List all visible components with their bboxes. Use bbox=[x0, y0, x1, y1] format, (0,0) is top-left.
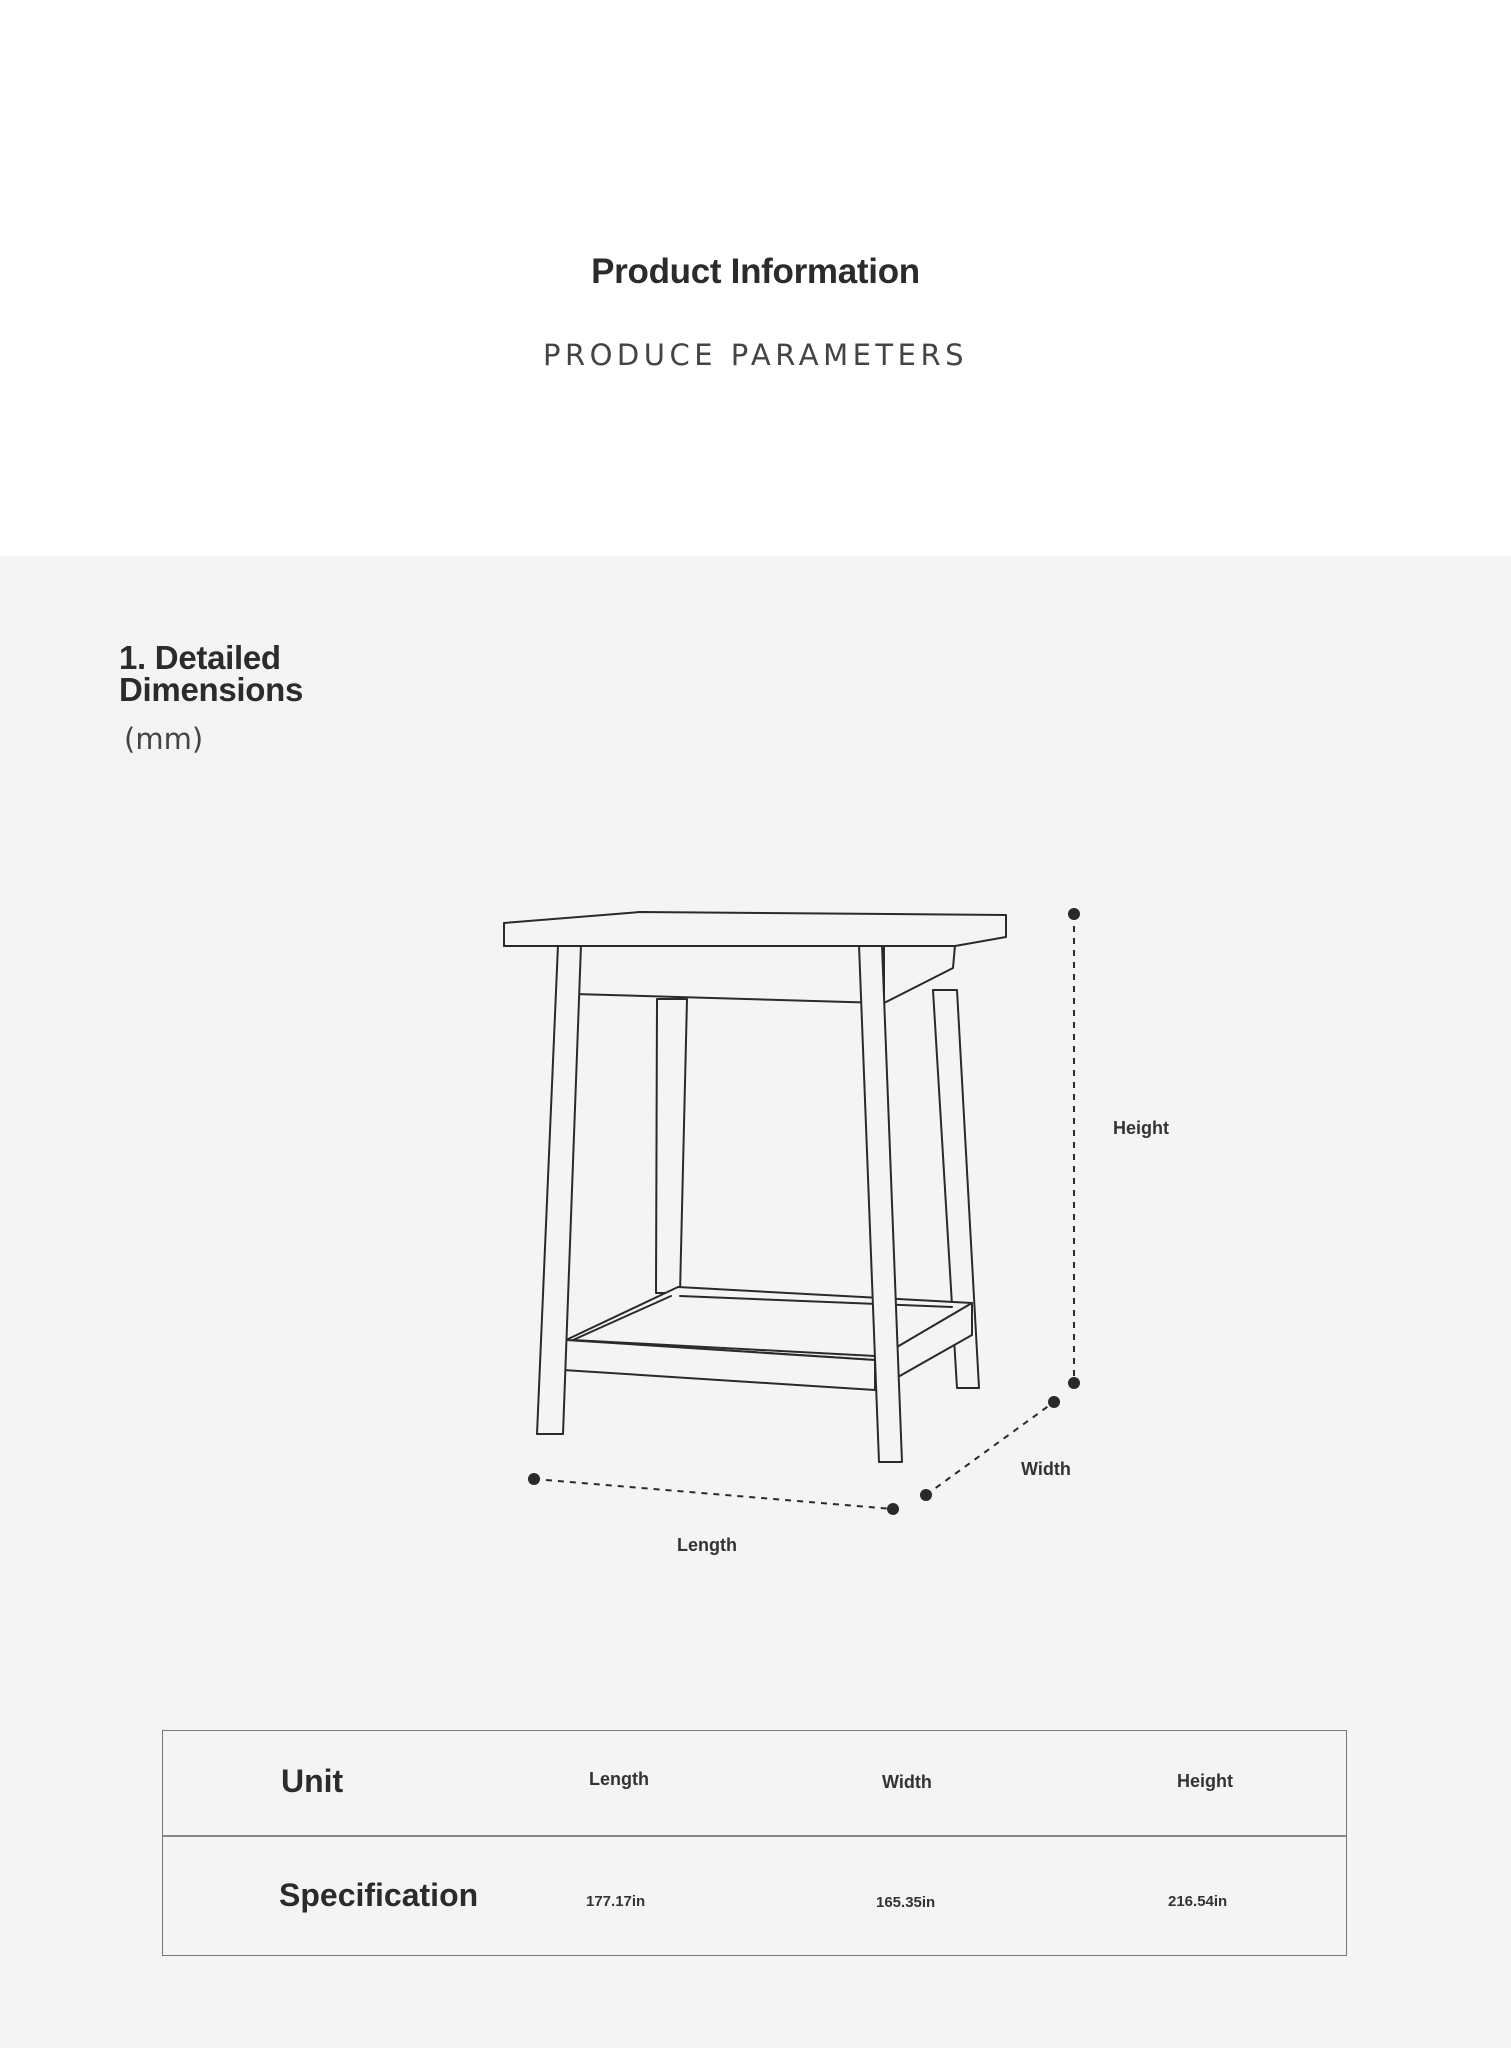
length-left-dot bbox=[528, 1473, 540, 1485]
length-right-dot bbox=[887, 1503, 899, 1515]
table-top bbox=[504, 912, 1006, 946]
width-header: Width bbox=[882, 1772, 932, 1792]
front-apron bbox=[574, 945, 884, 1003]
length-header: Length bbox=[589, 1769, 649, 1789]
page-title: Product Information bbox=[591, 252, 920, 291]
width-label: Width bbox=[1021, 1459, 1071, 1479]
table-divider bbox=[163, 1835, 1346, 1837]
height-bottom-dot bbox=[1068, 1377, 1080, 1389]
spec-table bbox=[162, 1730, 1347, 1956]
spec-row-label: Specification bbox=[279, 1877, 479, 1913]
height-header: Height bbox=[1177, 1771, 1233, 1791]
length-value: 177.17in bbox=[586, 1893, 646, 1910]
back-left-leg bbox=[656, 999, 687, 1293]
width-top-dot bbox=[1048, 1396, 1060, 1408]
length-label: Length bbox=[677, 1535, 737, 1555]
height-value: 216.54in bbox=[1168, 1893, 1228, 1910]
height-top-dot bbox=[1068, 908, 1080, 920]
width-dimension-line bbox=[926, 1402, 1054, 1495]
section-title: 1. Detailed Dimensions bbox=[119, 639, 304, 708]
width-value: 165.35in bbox=[876, 1894, 936, 1911]
page-subtitle: PRODUCE PARAMETERS bbox=[542, 338, 969, 372]
height-label: Height bbox=[1113, 1118, 1169, 1138]
length-dimension-line bbox=[534, 1479, 893, 1509]
width-bottom-dot bbox=[920, 1489, 932, 1501]
unit-row-label: Unit bbox=[281, 1763, 344, 1799]
section-unit: (mm) bbox=[124, 722, 204, 756]
